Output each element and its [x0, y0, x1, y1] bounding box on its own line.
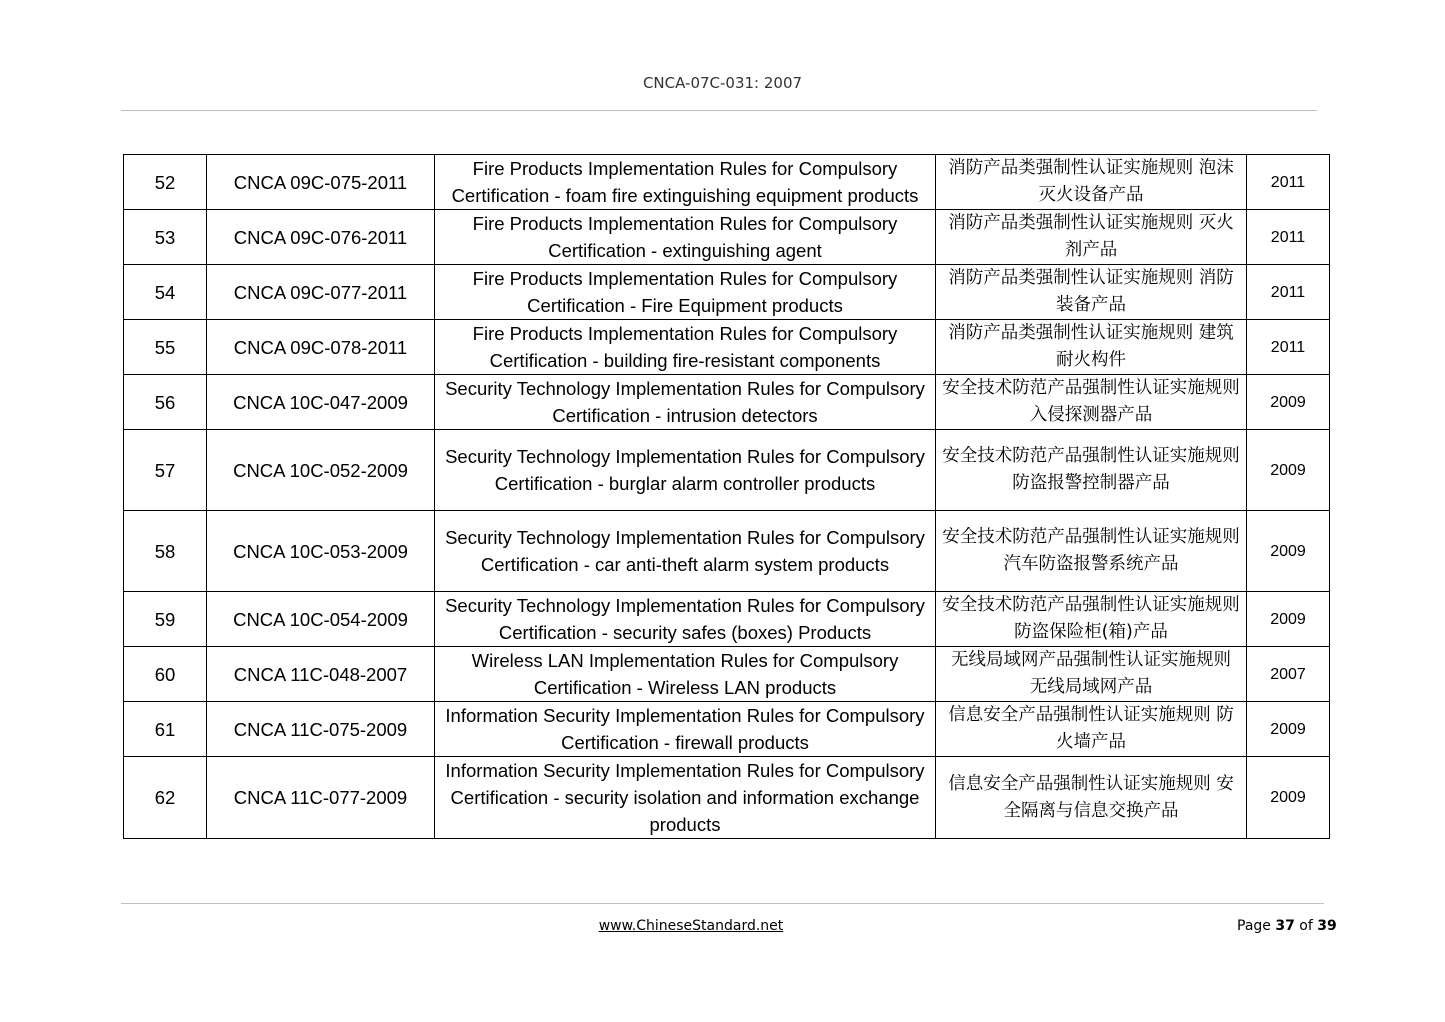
table-row — [124, 647, 1330, 702]
standard-code: CNCA 09C-077-2011 — [207, 265, 435, 320]
standard-code: CNCA 11C-048-2007 — [207, 647, 435, 702]
page-total: 39 — [1317, 918, 1337, 934]
table-row — [124, 210, 1330, 265]
year: 2007 — [1247, 647, 1330, 702]
standard-code: CNCA 11C-075-2009 — [207, 702, 435, 757]
row-number: 59 — [124, 592, 207, 647]
english-title: Fire Products Implementation Rules for Compulsory Certification - extinguishing agent — [435, 210, 936, 265]
table-row — [124, 155, 1330, 210]
row-number: 55 — [124, 320, 207, 375]
row-number: 62 — [124, 757, 207, 839]
english-title: Security Technology Implementation Rules for Compulsory Certification - burglar alarm controller products — [435, 430, 936, 511]
row-number: 54 — [124, 265, 207, 320]
chinese-title: 安全技术防范产品强制性认证实施规则 防盗保险柜(箱)产品 — [936, 592, 1247, 647]
row-number: 61 — [124, 702, 207, 757]
chinese-title: 信息安全产品强制性认证实施规则 安全隔离与信息交换产品 — [936, 757, 1247, 839]
chinese-title: 安全技术防范产品强制性认证实施规则 防盗报警控制器产品 — [936, 430, 1247, 511]
english-title: Security Technology Implementation Rules for Compulsory Certification - security safes (boxes) Products — [435, 592, 936, 647]
standard-code: CNCA 09C-075-2011 — [207, 155, 435, 210]
chinese-title: 安全技术防范产品强制性认证实施规则 入侵探测器产品 — [936, 375, 1247, 430]
year: 2009 — [1247, 592, 1330, 647]
year: 2011 — [1247, 210, 1330, 265]
table-row — [124, 430, 1330, 511]
row-number: 60 — [124, 647, 207, 702]
english-title: Fire Products Implementation Rules for Compulsory Certification - building fire-resistant components — [435, 320, 936, 375]
english-title: Fire Products Implementation Rules for Compulsory Certification - foam fire extinguishing equipment products — [435, 155, 936, 210]
chinese-title: 信息安全产品强制性认证实施规则 防火墙产品 — [936, 702, 1247, 757]
row-number: 53 — [124, 210, 207, 265]
english-title: Information Security Implementation Rules for Compulsory Certification - firewall products — [435, 702, 936, 757]
chinese-title: 消防产品类强制性认证实施规则 泡沫灭火设备产品 — [936, 155, 1247, 210]
english-title: Information Security Implementation Rules for Compulsory Certification - security isolation and information exchange products — [435, 757, 936, 839]
year: 2011 — [1247, 320, 1330, 375]
table-row — [124, 265, 1330, 320]
year: 2009 — [1247, 375, 1330, 430]
standard-code: CNCA 09C-078-2011 — [207, 320, 435, 375]
footer-divider — [121, 903, 1324, 904]
table-row — [124, 375, 1330, 430]
standards-table — [123, 154, 1330, 839]
year: 2009 — [1247, 430, 1330, 511]
table-row — [124, 702, 1330, 757]
chinese-title: 消防产品类强制性认证实施规则 建筑耐火构件 — [936, 320, 1247, 375]
chinese-title: 消防产品类强制性认证实施规则 消防装备产品 — [936, 265, 1247, 320]
english-title: Security Technology Implementation Rules for Compulsory Certification - car anti-theft alarm system products — [435, 511, 936, 592]
row-number: 56 — [124, 375, 207, 430]
standard-code: CNCA 10C-054-2009 — [207, 592, 435, 647]
chinese-title: 安全技术防范产品强制性认证实施规则 汽车防盗报警系统产品 — [936, 511, 1247, 592]
row-number: 57 — [124, 430, 207, 511]
standard-code: CNCA 11C-077-2009 — [207, 757, 435, 839]
page-current: 37 — [1275, 918, 1295, 934]
standard-code: CNCA 09C-076-2011 — [207, 210, 435, 265]
year: 2011 — [1247, 155, 1330, 210]
table-row — [124, 592, 1330, 647]
header-divider — [121, 110, 1317, 111]
row-number: 58 — [124, 511, 207, 592]
page-header-doc-code: CNCA-07C-031: 2007 — [642, 74, 803, 92]
chinese-title: 无线局域网产品强制性认证实施规则 无线局域网产品 — [936, 647, 1247, 702]
page-number — [1237, 918, 1337, 934]
page-of-label: of — [1299, 918, 1313, 934]
english-title: Wireless LAN Implementation Rules for Compulsory Certification - Wireless LAN products — [435, 647, 936, 702]
english-title: Security Technology Implementation Rules for Compulsory Certification - intrusion detectors — [435, 375, 936, 430]
standard-code: CNCA 10C-047-2009 — [207, 375, 435, 430]
table-row — [124, 320, 1330, 375]
standard-code: CNCA 10C-052-2009 — [207, 430, 435, 511]
page-label: Page — [1237, 918, 1271, 934]
year: 2009 — [1247, 757, 1330, 839]
standard-code: CNCA 10C-053-2009 — [207, 511, 435, 592]
chinese-title: 消防产品类强制性认证实施规则 灭火剂产品 — [936, 210, 1247, 265]
year: 2009 — [1247, 702, 1330, 757]
year: 2009 — [1247, 511, 1330, 592]
english-title: Fire Products Implementation Rules for Compulsory Certification - Fire Equipment products — [435, 265, 936, 320]
website-link[interactable]: www.ChineseStandard.net — [598, 918, 784, 934]
row-number: 52 — [124, 155, 207, 210]
standards-table-body — [124, 155, 1330, 839]
table-row — [124, 511, 1330, 592]
table-row — [124, 757, 1330, 839]
year: 2011 — [1247, 265, 1330, 320]
